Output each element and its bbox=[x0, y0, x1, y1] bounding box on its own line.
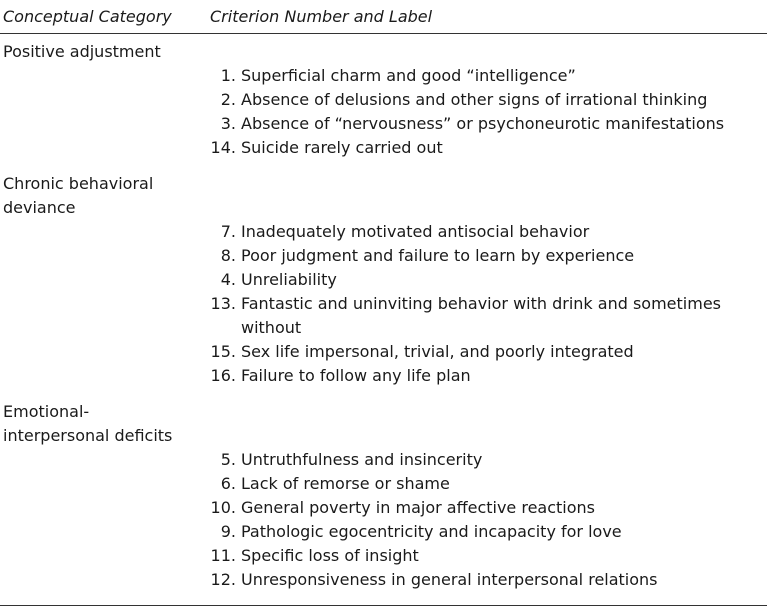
criterion-label: Pathologic egocentricity and incapacity for love bbox=[241, 522, 622, 541]
criterion-number: 3. bbox=[220, 114, 236, 133]
category-positive-adjustment: Positive adjustment bbox=[3, 42, 161, 61]
criterion-number: 11. bbox=[210, 546, 236, 565]
category-emotional-interpersonal-deficits: Emotional-interpersonal deficits bbox=[3, 402, 173, 445]
criterion-label: Untruthfulness and insincerity bbox=[241, 450, 483, 469]
criterion-number: 9. bbox=[220, 522, 236, 541]
criterion-label: Unreliability bbox=[241, 270, 337, 289]
bottom-rule bbox=[0, 605, 767, 606]
criterion-number: 2. bbox=[220, 90, 236, 109]
criterion-number: 13. bbox=[210, 294, 236, 313]
criterion-label: Absence of “nervousness” or psychoneurotic manifestations bbox=[241, 114, 725, 133]
criterion-label: Absence of delusions and other signs of irrational thinking bbox=[241, 90, 708, 109]
criterion-label: Inadequately motivated antisocial behavior bbox=[241, 222, 590, 241]
criterion-label: Specific loss of insight bbox=[241, 546, 419, 565]
criterion-number: 12. bbox=[210, 570, 236, 589]
criterion-label: General poverty in major affective reactions bbox=[241, 498, 596, 517]
criterion-number: 15. bbox=[210, 342, 236, 361]
category-chronic-behavioral-deviance: Chronic behavioral deviance bbox=[3, 174, 154, 217]
criterion-number: 8. bbox=[220, 246, 236, 265]
header-conceptual-category: Conceptual Category bbox=[3, 7, 172, 26]
criterion-number: 5. bbox=[220, 450, 236, 469]
top-rule bbox=[0, 33, 767, 34]
criterion-label: Superficial charm and good “intelligence” bbox=[241, 66, 576, 85]
criterion-label: Failure to follow any life plan bbox=[241, 366, 471, 385]
criterion-label: Poor judgment and failure to learn by experience bbox=[241, 246, 635, 265]
criterion-label: Sex life impersonal, trivial, and poorly integrated bbox=[241, 342, 634, 361]
header-criterion: Criterion Number and Label bbox=[210, 7, 433, 26]
criterion-number: 16. bbox=[210, 366, 236, 385]
criterion-label: Fantastic and uninviting behavior with drink and sometimes without bbox=[241, 294, 722, 337]
criterion-number: 14. bbox=[210, 138, 236, 157]
criterion-number: 10. bbox=[210, 498, 236, 517]
criterion-number: 7. bbox=[220, 222, 236, 241]
criterion-number: 4. bbox=[220, 270, 236, 289]
criterion-number: 6. bbox=[220, 474, 236, 493]
criterion-label: Unresponsiveness in general interpersonal relations bbox=[241, 570, 658, 589]
criterion-label: Suicide rarely carried out bbox=[241, 138, 443, 157]
criterion-label: Lack of remorse or shame bbox=[241, 474, 450, 493]
criterion-number: 1. bbox=[220, 66, 236, 85]
